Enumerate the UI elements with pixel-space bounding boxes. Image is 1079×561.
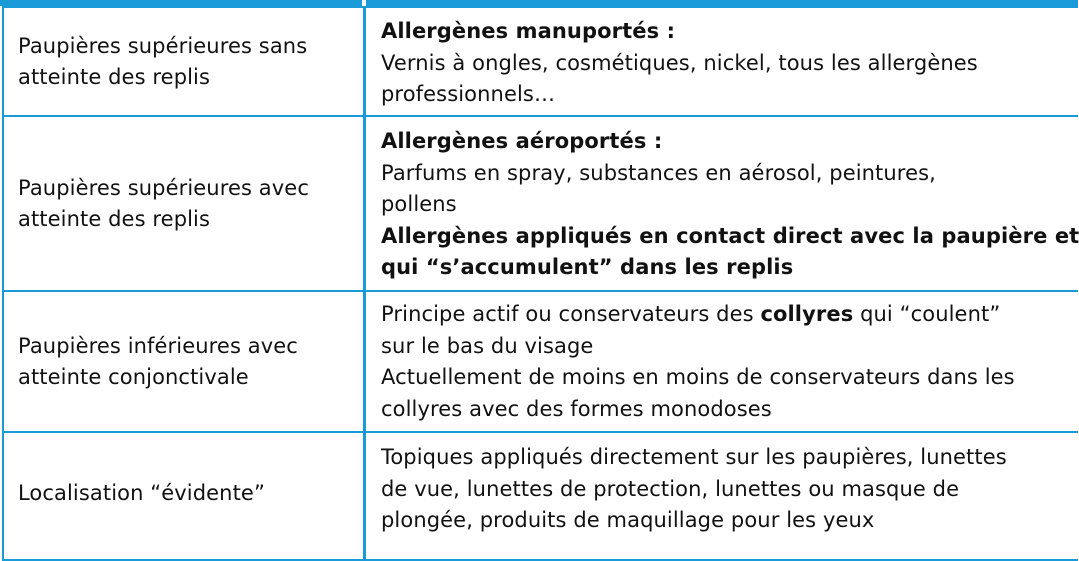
table-row [0, 6, 1078, 117]
allergen-heading: Allergènes aéroportés : [381, 129, 663, 153]
location-text: Paupières inférieures avec atteinte conjonctivale [18, 333, 298, 389]
allergen-heading: Allergènes appliqués en contact direct avec la paupière et [381, 223, 1079, 248]
allergen-cell [363, 115, 1078, 292]
location-cell [2, 6, 365, 117]
location-text: Paupières supérieures sans atteinte des replis [18, 33, 308, 89]
table-row [0, 115, 1078, 292]
location-cell [2, 115, 365, 292]
allergen-cell [363, 290, 1078, 433]
table-row [0, 431, 1078, 561]
collyres-emphasis: collyres [760, 302, 854, 326]
location-text: Localisation “évidente” [18, 481, 265, 505]
table-row [0, 290, 1078, 433]
allergen-text: Allergènes aéroportés : Parfums en spray, substances en aérosol, peintures, pollens Allergènes appliqués en contact direct avec la paupière et qui “s’accumulent” dans les replis [381, 126, 1062, 284]
allergen-text: Allergènes manuportés : Vernis à ongles, cosmétiques, nickel, tous les allergènes professionnels… [381, 16, 1062, 111]
allergen-text: Principe actif ou conservateurs des collyres qui “coulent” sur le bas du visage Actuellement de moins en moins de conservateurs dans les collyres avec des formes monodoses [381, 302, 1015, 421]
location-text: Paupières supérieures avec atteinte des replis [18, 175, 309, 231]
allergen-cell [363, 431, 1078, 561]
location-cell [2, 431, 365, 561]
allergen-cell [363, 6, 1078, 117]
allergen-text: Topiques appliqués directement sur les paupières, lunettes de vue, lunettes de protection, lunettes ou masque de plongée, produits de maquillage pour les yeux [381, 445, 1007, 532]
allergen-heading: Allergènes manuportés : [381, 19, 676, 43]
location-cell [2, 290, 365, 433]
